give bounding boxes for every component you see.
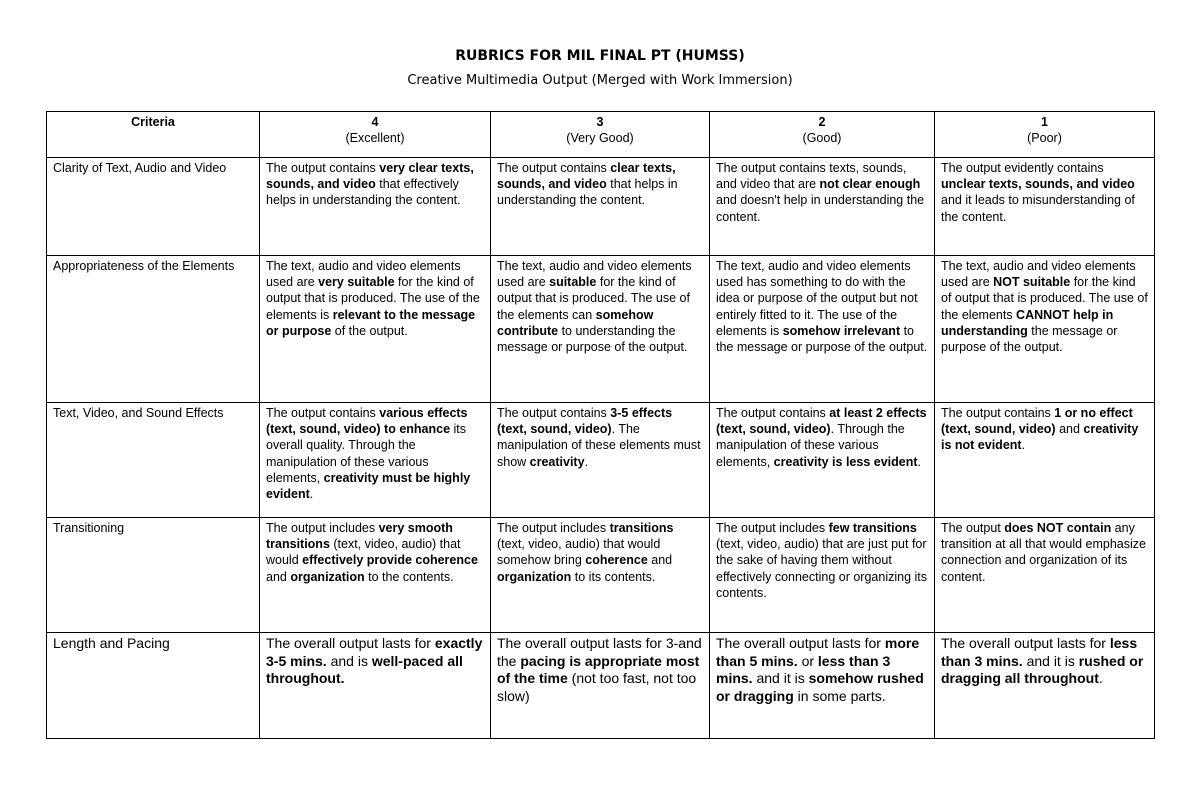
header-score-number: 4 bbox=[371, 115, 379, 129]
cell-text: The output contains bbox=[497, 161, 611, 175]
cell-text: . The manipulation of these elements must show bbox=[497, 422, 701, 469]
cell-text: to the contents. bbox=[364, 569, 454, 584]
header-score-label: (Good) bbox=[802, 131, 842, 146]
header-row bbox=[47, 112, 1155, 158]
table-row bbox=[47, 633, 1155, 739]
cell-text: The text, audio and video elements used are bbox=[941, 259, 1136, 290]
page-title: RUBRICS FOR MIL FINAL PT (HUMSS) bbox=[455, 48, 745, 64]
emphasis-text: clear texts, sounds, and video bbox=[497, 161, 676, 192]
table-row bbox=[47, 518, 1155, 633]
cell-text: The overall output lasts for bbox=[716, 635, 885, 651]
cell-text: of the output. bbox=[331, 323, 408, 338]
cell-text: and is bbox=[326, 652, 372, 669]
cell-text: for the kind of output that is produced. The use of the elements can bbox=[497, 275, 690, 322]
cell-text: The output contains texts, sounds, and video that are bbox=[716, 161, 907, 192]
header-score-3 bbox=[491, 112, 710, 158]
emphasis-text: somehow rushed or dragging bbox=[716, 670, 924, 704]
rubric-table bbox=[46, 111, 1155, 739]
emphasis-text: rushed or dragging all throughout bbox=[941, 652, 1144, 687]
rubric-cell bbox=[710, 158, 935, 256]
emphasis-text: exactly 3-5 mins. bbox=[266, 635, 483, 669]
cell-text: and doesn't help in understanding the content. bbox=[716, 193, 925, 224]
rubric-cell bbox=[491, 518, 710, 633]
rubric-cell bbox=[260, 403, 491, 518]
cell-text: . bbox=[917, 454, 921, 469]
cell-text: to the message or purpose of the output. bbox=[716, 323, 928, 355]
cell-text: (text, video, audio) that are just put for the sake of having them without effectively connecting or organizing its contents. bbox=[716, 537, 927, 600]
cell-text: (text, video, audio) that would somehow bring bbox=[497, 537, 661, 568]
rubric-cell bbox=[491, 403, 710, 518]
emphasis-text: less than 3 mins. bbox=[941, 635, 1138, 669]
cell-text: to its contents. bbox=[571, 569, 656, 584]
emphasis-text: creativity is less evident bbox=[773, 454, 918, 469]
emphasis-text: suitable bbox=[549, 275, 597, 290]
table-row bbox=[47, 256, 1155, 403]
emphasis-text: less than 3 mins. bbox=[716, 652, 891, 687]
rubric-cell bbox=[935, 633, 1155, 739]
header-score-4 bbox=[260, 112, 491, 158]
rubric-cell bbox=[260, 633, 491, 739]
emphasis-text: does NOT contain bbox=[1004, 521, 1112, 535]
rubric-cell bbox=[710, 633, 935, 739]
rubric-cell bbox=[491, 256, 710, 403]
emphasis-text: not clear enough bbox=[819, 177, 921, 192]
header-score-number: 2 bbox=[818, 115, 826, 129]
cell-text: The output includes bbox=[266, 521, 379, 535]
cell-text: The output contains bbox=[266, 161, 380, 175]
header-score-number: 3 bbox=[596, 115, 604, 129]
emphasis-text: creativity is not evident bbox=[941, 422, 1139, 453]
cell-text: . bbox=[1098, 670, 1103, 687]
header-score-1 bbox=[935, 112, 1155, 158]
emphasis-text: very smooth transitions bbox=[266, 521, 453, 552]
rubric-cell bbox=[935, 403, 1155, 518]
header-score-number: 1 bbox=[1041, 115, 1048, 129]
emphasis-text: pacing is appropriate most of the time bbox=[497, 652, 700, 687]
cell-text: The overall output lasts for 3-and the bbox=[497, 635, 702, 669]
emphasis-text: creativity bbox=[529, 454, 585, 469]
emphasis-text: 1 or no effect (text, sound, video) bbox=[941, 406, 1133, 437]
rubric-cell bbox=[710, 403, 935, 518]
header-score-label: (Excellent) bbox=[345, 131, 405, 146]
cell-text: that helps in understanding the content. bbox=[497, 177, 678, 208]
cell-text: . bbox=[584, 454, 589, 469]
cell-text: (text, video, audio) that would bbox=[266, 537, 461, 568]
emphasis-text: organization bbox=[290, 569, 365, 584]
rubric-cell bbox=[260, 158, 491, 256]
cell-text: that effectively helps in understanding the content. bbox=[266, 177, 461, 208]
cell-text: The output bbox=[941, 521, 1005, 535]
table-row bbox=[47, 403, 1155, 518]
emphasis-text: 3-5 effects (text, sound, video) bbox=[497, 406, 673, 437]
criterion-cell: Appropriateness of the Elements bbox=[47, 256, 260, 403]
rubric-cell bbox=[491, 158, 710, 256]
emphasis-text: well-paced all throughout. bbox=[266, 652, 463, 687]
emphasis-text: somehow irrelevant bbox=[782, 323, 901, 338]
cell-text: (not too fast, not too slow) bbox=[497, 670, 697, 704]
criterion-cell: Clarity of Text, Audio and Video bbox=[47, 158, 260, 256]
cell-text: The output evidently contains bbox=[941, 161, 1104, 175]
header-criteria-label: Criteria bbox=[131, 115, 175, 129]
cell-text: The text, audio and video elements used has something to do with the idea or purpose of the output but not entirely fitted to it. The use of the elements is bbox=[716, 259, 918, 338]
cell-text: The text, audio and video elements used are bbox=[266, 259, 461, 290]
emphasis-text: at least 2 effects (text, sound, video) bbox=[716, 406, 927, 437]
cell-text: or bbox=[797, 652, 818, 669]
header-score-label: (Poor) bbox=[1027, 131, 1062, 146]
cell-text: any transition at all that would emphasize connection and organization of its content. bbox=[941, 521, 1146, 584]
page-subtitle: Creative Multimedia Output (Merged with Work Immersion) bbox=[407, 73, 793, 88]
rubric-cell bbox=[260, 518, 491, 633]
header-score-2 bbox=[710, 112, 935, 158]
emphasis-text: transitions bbox=[609, 521, 674, 535]
cell-text: for the kind of output that is produced. The use of the elements bbox=[941, 275, 1148, 322]
emphasis-text: few transitions bbox=[828, 521, 917, 535]
rubric-cell bbox=[935, 256, 1155, 403]
rubric-cell bbox=[491, 633, 710, 739]
cell-text: The output includes bbox=[716, 521, 829, 535]
cell-text: The overall output lasts for bbox=[266, 635, 435, 651]
cell-text: for the kind of output that is produced. The use of the elements is bbox=[266, 275, 480, 322]
cell-text: in some parts. bbox=[793, 687, 886, 704]
cell-text: The output contains bbox=[716, 406, 830, 420]
table-row bbox=[47, 158, 1155, 256]
criterion-cell: Length and Pacing bbox=[47, 633, 260, 739]
cell-text: The output contains bbox=[266, 406, 380, 420]
cell-text: . bbox=[1021, 438, 1026, 453]
cell-text: The output contains bbox=[941, 406, 1055, 420]
rubric-cell bbox=[935, 158, 1155, 256]
criterion-cell: Transitioning bbox=[47, 518, 260, 633]
cell-text: the message or purpose of the output. bbox=[941, 323, 1118, 355]
rubric-cell bbox=[935, 518, 1155, 633]
emphasis-text: NOT suitable bbox=[993, 275, 1071, 290]
cell-text: and bbox=[1055, 422, 1084, 437]
emphasis-text: unclear texts, sounds, and video bbox=[941, 177, 1135, 192]
cell-text: The text, audio and video elements used are bbox=[497, 259, 692, 290]
emphasis-text: creativity must be highly evident bbox=[266, 470, 471, 502]
emphasis-text: organization bbox=[497, 569, 572, 584]
emphasis-text: very clear texts, sounds, and video bbox=[266, 161, 474, 192]
cell-text: The output includes bbox=[497, 521, 610, 535]
emphasis-text: CANNOT help in understanding bbox=[941, 307, 1114, 338]
cell-text: The output contains bbox=[497, 406, 611, 420]
criterion-cell: Text, Video, and Sound Effects bbox=[47, 403, 260, 518]
rubric-cell bbox=[260, 256, 491, 403]
cell-text: and bbox=[647, 553, 673, 568]
cell-text: The overall output lasts for bbox=[941, 635, 1110, 651]
header-score-label: (Very Good) bbox=[566, 131, 634, 146]
cell-text: and it leads to misunderstanding of the content. bbox=[941, 193, 1135, 224]
emphasis-text: somehow contribute bbox=[497, 307, 654, 338]
emphasis-text: more than 5 mins. bbox=[716, 635, 920, 669]
cell-text: and bbox=[266, 569, 291, 584]
cell-text: and it is bbox=[1022, 652, 1079, 669]
emphasis-text: coherence bbox=[585, 553, 648, 568]
cell-text: to understanding the message or purpose of the output. bbox=[497, 323, 688, 355]
cell-text: and it is bbox=[752, 670, 809, 687]
cell-text: its overall quality. Through the manipulation of these various elements, bbox=[266, 422, 467, 485]
rubric-cell bbox=[710, 518, 935, 633]
header-criteria bbox=[47, 112, 260, 158]
emphasis-text: effectively provide coherence bbox=[302, 553, 478, 568]
emphasis-text: very suitable bbox=[318, 275, 395, 290]
cell-text: . Through the manipulation of these various elements, bbox=[716, 422, 905, 469]
rubric-cell bbox=[710, 256, 935, 403]
emphasis-text: various effects (text, sound, video) to enhance bbox=[266, 406, 468, 437]
emphasis-text: relevant to the message or purpose bbox=[266, 307, 476, 338]
cell-text: . bbox=[309, 487, 314, 502]
